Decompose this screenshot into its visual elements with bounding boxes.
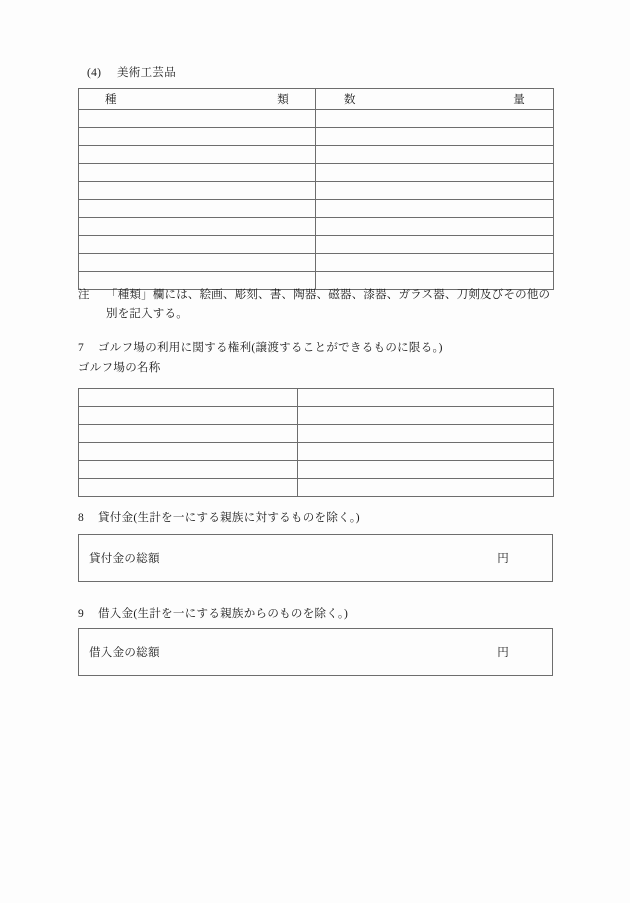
art-crafts-table-body	[79, 110, 554, 290]
section-title: ゴルフ場の利用に関する権利(譲渡することができるものに限る。)	[98, 342, 443, 354]
table-cell[interactable]	[79, 443, 298, 461]
table-cell[interactable]	[316, 254, 554, 272]
table-cell[interactable]	[316, 110, 554, 128]
column-header-quantity-left: 数	[344, 94, 356, 106]
table-cell[interactable]	[79, 218, 316, 236]
table-cell[interactable]	[316, 218, 554, 236]
table-row[interactable]	[79, 461, 554, 479]
column-header-type-right: 類	[277, 94, 289, 106]
table-cell[interactable]	[316, 146, 554, 164]
table-row[interactable]	[79, 218, 554, 236]
table-row[interactable]	[79, 407, 554, 425]
section-number: 9	[78, 608, 85, 620]
table-cell[interactable]	[79, 128, 316, 146]
table-cell[interactable]	[316, 164, 554, 182]
table-row[interactable]	[79, 182, 554, 200]
section-heading-loans-payable	[78, 606, 348, 622]
note-marker: 注	[78, 289, 90, 301]
table-row[interactable]	[79, 200, 554, 218]
loans-receivable-box[interactable]	[78, 534, 553, 582]
table-cell[interactable]	[79, 479, 298, 497]
table-cell[interactable]	[79, 407, 298, 425]
table-cell[interactable]	[316, 236, 554, 254]
table-cell[interactable]	[316, 200, 554, 218]
section-title: 美術工芸品	[117, 67, 176, 79]
table-row[interactable]	[79, 236, 554, 254]
table-cell[interactable]	[79, 236, 316, 254]
section-heading-golf-membership	[78, 340, 443, 356]
column-header-type-left: 種	[105, 94, 117, 106]
table-row[interactable]	[79, 164, 554, 182]
table-cell[interactable]	[298, 389, 554, 407]
section-title: 借入金(生計を一にする親族からのものを除く。)	[98, 608, 349, 620]
column-header-quantity	[316, 89, 554, 110]
section-number: 8	[78, 512, 85, 524]
section-number: 7	[78, 342, 85, 354]
table-row[interactable]	[79, 146, 554, 164]
table-cell[interactable]	[79, 425, 298, 443]
loans-payable-box[interactable]	[78, 628, 553, 676]
golf-membership-table-body	[79, 389, 554, 497]
golf-membership-table[interactable]	[78, 388, 554, 497]
section-heading-art-crafts	[87, 65, 176, 81]
table-row[interactable]	[79, 110, 554, 128]
table-cell[interactable]	[298, 443, 554, 461]
column-header-type	[79, 89, 316, 110]
table-cell[interactable]	[298, 425, 554, 443]
table-row[interactable]	[79, 128, 554, 146]
table-cell[interactable]	[79, 164, 316, 182]
table-cell[interactable]	[298, 461, 554, 479]
table-cell[interactable]	[79, 200, 316, 218]
section-title: 貸付金(生計を一にする親族に対するものを除く。)	[98, 512, 360, 524]
column-header-quantity-right: 量	[513, 94, 525, 106]
table-cell[interactable]	[298, 479, 554, 497]
art-crafts-note	[78, 286, 550, 324]
table-cell[interactable]	[298, 407, 554, 425]
table-cell[interactable]	[79, 389, 298, 407]
table-cell[interactable]	[79, 146, 316, 164]
loans-payable-label: 借入金の総額	[89, 647, 160, 659]
table-row[interactable]	[79, 443, 554, 461]
table-cell[interactable]	[316, 128, 554, 146]
table-cell[interactable]	[316, 182, 554, 200]
table-row[interactable]	[79, 479, 554, 497]
table-cell[interactable]	[79, 110, 316, 128]
note-line-1	[78, 286, 550, 305]
table-cell[interactable]	[79, 461, 298, 479]
table-row[interactable]	[79, 254, 554, 272]
table-row[interactable]	[79, 425, 554, 443]
section-heading-loans-receivable	[78, 510, 360, 526]
table-row[interactable]	[79, 389, 554, 407]
golf-course-name-subheading: ゴルフ場の名称	[78, 362, 161, 374]
loans-receivable-label: 貸付金の総額	[89, 553, 160, 565]
table-header-row	[79, 89, 554, 110]
section-number: (4)	[87, 67, 102, 79]
note-text-line-2: 別を記入する。	[106, 308, 188, 320]
note-text-line-1: 「種類」欄には、絵画、彫刻、書、陶器、磁器、漆器、ガラス器、刀剣及びその他の	[106, 289, 551, 301]
table-cell[interactable]	[79, 182, 316, 200]
loans-receivable-unit: 円	[497, 553, 509, 565]
table-cell[interactable]	[79, 254, 316, 272]
note-line-2	[78, 305, 550, 324]
art-crafts-table[interactable]	[78, 88, 554, 290]
loans-payable-unit: 円	[497, 647, 509, 659]
